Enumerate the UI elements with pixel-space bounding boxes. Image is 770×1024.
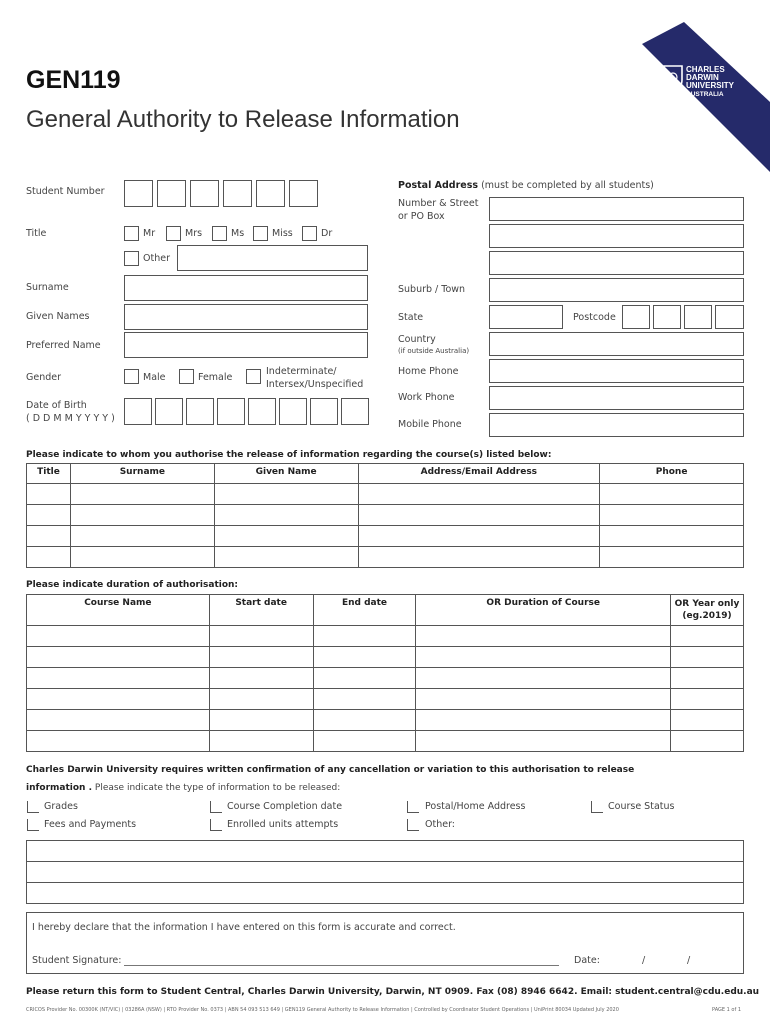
- svg-text:UNIVERSITY: UNIVERSITY: [686, 81, 735, 90]
- gender-female-checkbox[interactable]: [179, 369, 194, 384]
- course-completion-checkbox[interactable]: [210, 801, 222, 813]
- table-cell[interactable]: [313, 647, 416, 668]
- signature-label: Student Signature:: [32, 955, 122, 966]
- given-names-field[interactable]: [124, 304, 368, 330]
- postcode-digit-2[interactable]: [653, 305, 681, 329]
- student-number-digit-2[interactable]: [157, 180, 186, 207]
- table-cell[interactable]: [313, 710, 416, 731]
- duration-table: [26, 594, 744, 752]
- table-cell[interactable]: [313, 731, 416, 752]
- gender-indeterminate-label-line2: Intersex/Unspecified: [266, 379, 364, 390]
- title-miss-checkbox[interactable]: [253, 226, 268, 241]
- date-slash-1: /: [642, 955, 646, 966]
- title-label: Title: [26, 228, 47, 239]
- info-line2-bold: information .: [26, 783, 93, 793]
- student-number-digit-3[interactable]: [190, 180, 219, 207]
- surname-field[interactable]: [124, 275, 368, 301]
- table-cell[interactable]: [671, 626, 744, 647]
- cdu-logo: [642, 22, 770, 172]
- table-cell[interactable]: [671, 731, 744, 752]
- mobile-phone-field[interactable]: [489, 413, 744, 437]
- table-cell[interactable]: [416, 710, 671, 731]
- table-cell[interactable]: [358, 484, 600, 505]
- table-row: [27, 526, 744, 547]
- table-cell[interactable]: [27, 547, 71, 568]
- table-cell[interactable]: [214, 547, 358, 568]
- dob-digit-8[interactable]: [341, 398, 369, 425]
- table-cell[interactable]: [416, 668, 671, 689]
- table-cell[interactable]: [313, 689, 416, 710]
- enrolled-units-label: Enrolled units attempts: [227, 819, 339, 830]
- home-phone-field[interactable]: [489, 359, 744, 383]
- postal-heading: [398, 180, 654, 191]
- table-row: [27, 484, 744, 505]
- svg-text:CHARLES: CHARLES: [686, 65, 725, 74]
- postal-address-checkbox[interactable]: [407, 801, 419, 813]
- table-row: [27, 731, 744, 752]
- table-cell[interactable]: [313, 668, 416, 689]
- table-row: [27, 547, 744, 568]
- state-label: State: [398, 312, 424, 323]
- signature-line[interactable]: [124, 965, 559, 966]
- table-cell[interactable]: [600, 505, 744, 526]
- table-cell[interactable]: [600, 484, 744, 505]
- gender-indeterminate-label-line1: Indeterminate/: [266, 366, 337, 377]
- page-number: PAGE 1 of 1: [712, 1007, 742, 1013]
- country-field[interactable]: [489, 332, 744, 356]
- table-cell[interactable]: [416, 689, 671, 710]
- col-duration: OR Duration of Course: [416, 595, 671, 626]
- title-mr-checkbox[interactable]: [124, 226, 139, 241]
- table-cell[interactable]: [27, 668, 210, 689]
- form-code: GEN119: [26, 66, 121, 94]
- street-label-line2: or PO Box: [398, 211, 445, 222]
- postal-heading-note: (must be completed by all students): [481, 180, 654, 191]
- table-cell[interactable]: [27, 505, 71, 526]
- other-info-field[interactable]: [26, 840, 744, 904]
- table-cell[interactable]: [416, 647, 671, 668]
- recipients-header-row: [27, 464, 744, 484]
- dob-digit-3[interactable]: [186, 398, 214, 425]
- table-cell[interactable]: [70, 526, 214, 547]
- col-address: Address/Email Address: [358, 464, 600, 484]
- table-cell[interactable]: [214, 526, 358, 547]
- student-number-label: Student Number: [26, 186, 105, 197]
- postcode-digit-1[interactable]: [622, 305, 650, 329]
- table-cell[interactable]: [70, 505, 214, 526]
- table-cell[interactable]: [671, 710, 744, 731]
- recipients-table: [26, 463, 744, 568]
- gender-label: Gender: [26, 372, 62, 383]
- table-cell[interactable]: [209, 647, 313, 668]
- title-dr-checkbox[interactable]: [302, 226, 317, 241]
- other-info-checkbox[interactable]: [407, 819, 419, 831]
- declaration-text: I hereby declare that the information I have entered on this form is accurate and correct.: [32, 922, 456, 933]
- grades-label: Grades: [44, 801, 78, 812]
- col-phone: Phone: [600, 464, 744, 484]
- course-status-label: Course Status: [608, 801, 675, 812]
- info-line2-text: Please indicate the type of information to be released:: [94, 783, 341, 793]
- table-cell[interactable]: [313, 626, 416, 647]
- given-names-label: Given Names: [26, 311, 90, 322]
- table-cell[interactable]: [214, 484, 358, 505]
- gender-indeterminate-checkbox[interactable]: [246, 369, 261, 384]
- gender-male-checkbox[interactable]: [124, 369, 139, 384]
- table-cell[interactable]: [209, 710, 313, 731]
- country-note: (if outside Australia): [398, 347, 470, 355]
- table-row: [27, 647, 744, 668]
- table-cell[interactable]: [209, 689, 313, 710]
- svg-text:AUSTRALIA: AUSTRALIA: [686, 91, 724, 98]
- suburb-label: Suburb / Town: [398, 284, 466, 295]
- col-title: Title: [27, 464, 71, 484]
- table-row: [27, 505, 744, 526]
- table-cell[interactable]: [27, 710, 210, 731]
- title-other-checkbox[interactable]: [124, 251, 139, 266]
- table-cell[interactable]: [27, 526, 71, 547]
- col-year-only-line1: OR Year only: [674, 599, 740, 609]
- dob-label: Date of Birth: [26, 400, 87, 411]
- title-mrs-checkbox[interactable]: [166, 226, 181, 241]
- dob-digit-2[interactable]: [155, 398, 183, 425]
- title-ms-label: Ms: [231, 228, 245, 239]
- course-completion-label: Course Completion date: [227, 801, 343, 812]
- table-cell[interactable]: [600, 526, 744, 547]
- title-dr-label: Dr: [321, 228, 333, 239]
- date-label: Date:: [574, 955, 600, 966]
- table-cell[interactable]: [209, 626, 313, 647]
- home-phone-label: Home Phone: [398, 366, 459, 377]
- title-mrs-label: Mrs: [185, 228, 203, 239]
- table-row: [27, 626, 744, 647]
- table-cell[interactable]: [358, 505, 600, 526]
- postcode-digit-4[interactable]: [715, 305, 744, 329]
- table-cell[interactable]: [209, 668, 313, 689]
- fees-checkbox[interactable]: [27, 819, 39, 831]
- col-year-only: [671, 595, 744, 626]
- course-status-checkbox[interactable]: [591, 801, 603, 813]
- enrolled-units-checkbox[interactable]: [210, 819, 222, 831]
- postcode-digit-3[interactable]: [684, 305, 712, 329]
- date-slash-2: /: [687, 955, 691, 966]
- table-cell[interactable]: [27, 689, 210, 710]
- table-cell[interactable]: [671, 647, 744, 668]
- fees-label: Fees and Payments: [44, 819, 137, 830]
- return-instructions: Please return this form to Student Central, Charles Darwin University, Darwin, NT 0909. Fax (08) 8946 6642. Email: student.central@cdu.edu.au: [26, 987, 760, 997]
- table-cell[interactable]: [416, 626, 671, 647]
- student-number-digit-4[interactable]: [223, 180, 252, 207]
- info-line1: Charles Darwin University requires written confirmation of any cancellation or variation to this authorisation to release: [26, 765, 635, 775]
- gender-male-label: Male: [143, 372, 166, 383]
- street-field-1[interactable]: [489, 197, 744, 221]
- country-label: Country: [398, 334, 436, 345]
- col-year-only-line2: (eg.2019): [682, 611, 732, 621]
- duration-heading: Please indicate duration of authorisation:: [26, 580, 239, 590]
- col-course-name: Course Name: [27, 595, 210, 626]
- street-field-3[interactable]: [489, 251, 744, 275]
- postal-address-label: Postal/Home Address: [425, 801, 526, 812]
- street-field-2[interactable]: [489, 224, 744, 248]
- title-miss-label: Miss: [272, 228, 293, 239]
- dob-digit-1[interactable]: [124, 398, 152, 425]
- table-cell[interactable]: [27, 626, 210, 647]
- declaration-box: [26, 912, 744, 974]
- table-row: [27, 668, 744, 689]
- title-other-field[interactable]: [177, 245, 368, 271]
- table-cell[interactable]: [209, 731, 313, 752]
- gender-female-label: Female: [198, 372, 233, 383]
- preferred-name-label: Preferred Name: [26, 340, 101, 351]
- col-given-name: Given Name: [214, 464, 358, 484]
- footer-fine-print: CRICOS Provider No. 00300K (NT/VIC) | 03286A (NSW) | RTO Provider No. 0373 | ABN 54 093 513 649 | GEN119 General Authority to Release Information | Controlled by Coordinator Student Operations | UniPrint 80034 Updated July 2020: [26, 1007, 619, 1013]
- col-surname: Surname: [70, 464, 214, 484]
- duration-header-row: [27, 595, 744, 626]
- dob-digit-7[interactable]: [310, 398, 338, 425]
- table-cell[interactable]: [70, 547, 214, 568]
- suburb-field[interactable]: [489, 278, 744, 302]
- title-ms-checkbox[interactable]: [212, 226, 227, 241]
- preferred-name-field[interactable]: [124, 332, 368, 358]
- work-phone-label: Work Phone: [398, 392, 455, 403]
- col-end-date: End date: [313, 595, 416, 626]
- table-cell[interactable]: [27, 647, 210, 668]
- table-cell[interactable]: [70, 484, 214, 505]
- page-title: General Authority to Release Information: [26, 106, 460, 133]
- table-row: [27, 689, 744, 710]
- info-line2: [26, 783, 340, 793]
- student-number-digit-1[interactable]: [124, 180, 153, 207]
- mobile-phone-label: Mobile Phone: [398, 419, 462, 430]
- postal-heading-title: Postal Address: [398, 180, 479, 191]
- table-cell[interactable]: [671, 689, 744, 710]
- state-field[interactable]: [489, 305, 563, 329]
- other-info-label: Other:: [425, 819, 456, 830]
- dob-format-label: ( D D M M Y Y Y Y ): [26, 413, 115, 424]
- dob-digit-6[interactable]: [279, 398, 307, 425]
- table-cell[interactable]: [214, 505, 358, 526]
- col-start-date: Start date: [209, 595, 313, 626]
- grades-checkbox[interactable]: [27, 801, 39, 813]
- student-number-digit-6[interactable]: [289, 180, 318, 207]
- table-cell[interactable]: [671, 668, 744, 689]
- dob-digit-4[interactable]: [217, 398, 245, 425]
- recipients-heading: Please indicate to whom you authorise the release of information regarding the course(s) listed below:: [26, 450, 552, 460]
- table-cell[interactable]: [358, 547, 600, 568]
- student-number-digit-5[interactable]: [256, 180, 285, 207]
- title-mr-label: Mr: [143, 228, 156, 239]
- table-cell[interactable]: [27, 484, 71, 505]
- surname-label: Surname: [26, 282, 69, 293]
- street-label-line1: Number & Street: [398, 198, 479, 209]
- table-cell[interactable]: [416, 731, 671, 752]
- table-cell[interactable]: [358, 526, 600, 547]
- title-other-label: Other: [143, 253, 170, 264]
- work-phone-field[interactable]: [489, 386, 744, 410]
- postcode-label: Postcode: [573, 312, 616, 323]
- svg-text:DARWIN: DARWIN: [686, 73, 719, 82]
- table-cell[interactable]: [27, 731, 210, 752]
- table-row: [27, 710, 744, 731]
- table-cell[interactable]: [600, 547, 744, 568]
- dob-digit-5[interactable]: [248, 398, 276, 425]
